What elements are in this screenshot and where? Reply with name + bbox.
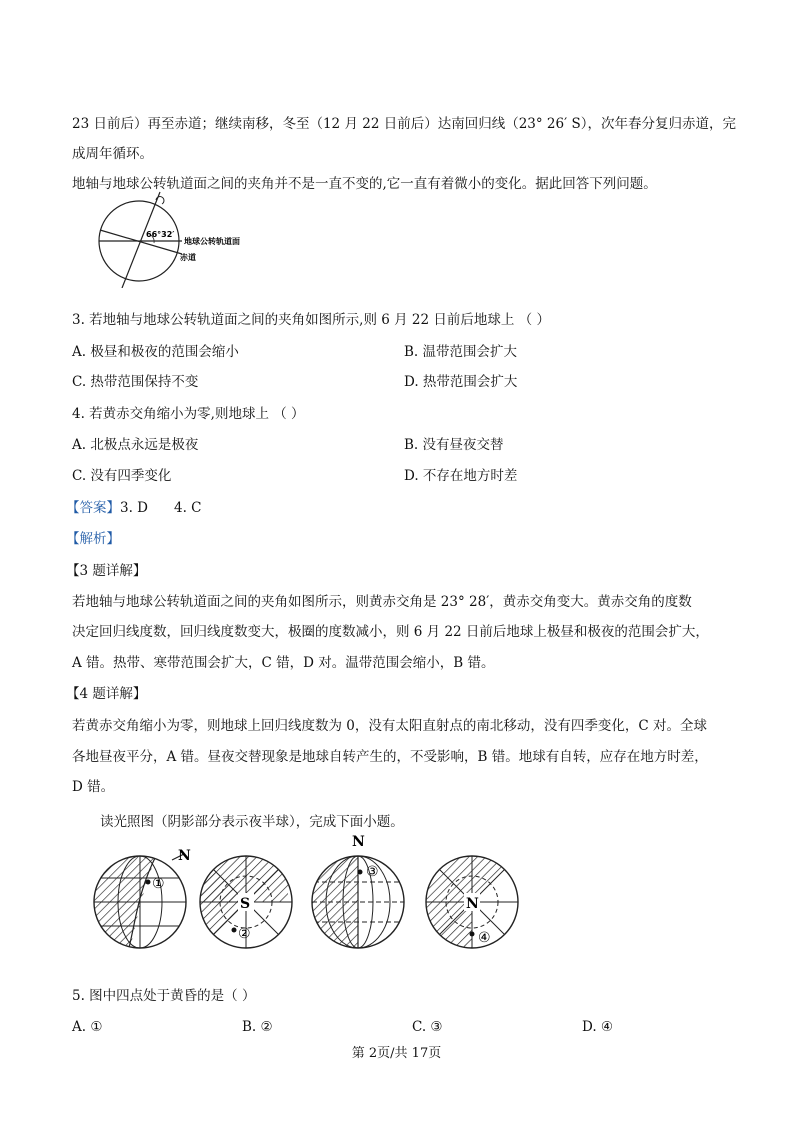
q5-option-b[interactable]: B. ② xyxy=(242,1019,273,1035)
q4-option-d[interactable]: D. 不存在地方时差 xyxy=(404,468,518,484)
q4-analysis-line-1: 若黄赤交角缩小为零，则地球上回归线度数为 0，没有太阳直射点的南北移动，没有四季变化，C 对。全球 xyxy=(72,718,707,734)
intro-line-2: 成周年循环。 xyxy=(72,146,153,162)
q4-stem: 4. 若黄赤交角缩小为零,则地球上 （ ） xyxy=(72,406,305,422)
page-footer: 第 2页/共 17页 xyxy=(351,1046,442,1061)
globe-4-pole-label: N xyxy=(466,896,479,912)
axis-tilt-figure xyxy=(96,188,266,288)
orbit-plane-label: 地球公转轨道面 xyxy=(184,237,240,246)
q3-stem: 3. 若地轴与地球公转轨道面之间的夹角如图所示,则 6 月 22 日前后地球上 （ ） xyxy=(72,312,550,328)
q3-option-d[interactable]: D. 热带范围会扩大 xyxy=(404,374,518,390)
answer-q3: 3. D xyxy=(120,500,148,516)
globe-2-point-label: ② xyxy=(238,926,251,942)
globe-3-point-label: ③ xyxy=(366,864,379,880)
q4-analysis-line-2: 各地昼夜平分，A 错。昼夜交替现象是地球自转产生的，不受影响，B 错。地球有自转，应存在地方时差， xyxy=(72,749,708,765)
q4-option-c[interactable]: C. 没有四季变化 xyxy=(72,468,172,484)
q5-option-d[interactable]: D. ④ xyxy=(582,1019,614,1035)
q5-option-c[interactable]: C. ③ xyxy=(412,1019,443,1035)
answer-line xyxy=(66,498,202,518)
q4-analysis-line-3: D 错。 xyxy=(72,779,115,795)
passage-2: 读光照图（阴影部分表示夜半球），完成下面小题。 xyxy=(100,814,404,830)
intro-line-1: 23 日前后）再至赤道；继续南移，冬至（12 月 22 日前后）达南回归线（23° 26′ S），次年春分复归赤道，完 xyxy=(72,116,736,132)
angle-label: 66°32′ xyxy=(146,230,175,239)
illumination-figure xyxy=(88,830,528,960)
q3-analysis-line-2: 决定回归线度数，回归线度数变大，极圈的度数减小，则 6 月 22 日前后地球上极昼和极夜的范围会扩大， xyxy=(72,624,709,640)
q3-analysis-line-3: A 错。热带、寒带范围会扩大，C 错，D 对。温带范围会缩小，B 错。 xyxy=(72,655,495,671)
globe-1 xyxy=(88,830,191,960)
globe-3 xyxy=(312,834,404,948)
globe-1-point-label: ① xyxy=(152,876,165,892)
q3-analysis-label: 【3 题详解】 xyxy=(66,563,147,579)
intro-line-3: 地轴与地球公转轨道面之间的夹角并不是一直不变的,它一直有着微小的变化。据此回答下列问题。 xyxy=(72,176,657,192)
q5-option-a[interactable]: A. ① xyxy=(72,1019,103,1035)
answer-q4: 4. C xyxy=(174,500,202,516)
globe-4 xyxy=(426,856,518,948)
globe-2 xyxy=(200,856,292,948)
q3-option-a[interactable]: A. 极昼和极夜的范围会缩小 xyxy=(72,344,239,360)
q4-analysis-label: 【4 题详解】 xyxy=(66,686,147,702)
analysis-label: 【解析】 xyxy=(66,531,120,547)
globe-1-pole-label: N xyxy=(178,848,191,864)
q3-option-c[interactable]: C. 热带范围保持不变 xyxy=(72,374,199,390)
globe-2-pole-label: S xyxy=(240,896,251,912)
q4-option-a[interactable]: A. 北极点永远是极夜 xyxy=(72,437,199,453)
equator-label: 赤道 xyxy=(180,253,196,262)
answer-label: 【答案】 xyxy=(66,500,120,516)
q5-stem: 5. 图中四点处于黄昏的是（ ） xyxy=(72,988,256,1004)
globe-3-pole-label: N xyxy=(352,834,365,850)
q3-analysis-line-1: 若地轴与地球公转轨道面之间的夹角如图所示，则黄赤交角是 23° 28′，黄赤交角变大。黄赤交角的度数 xyxy=(72,594,692,610)
globe-4-point-label: ④ xyxy=(478,930,491,946)
q4-option-b[interactable]: B. 没有昼夜交替 xyxy=(404,437,504,453)
q3-option-b[interactable]: B. 温带范围会扩大 xyxy=(404,344,518,360)
